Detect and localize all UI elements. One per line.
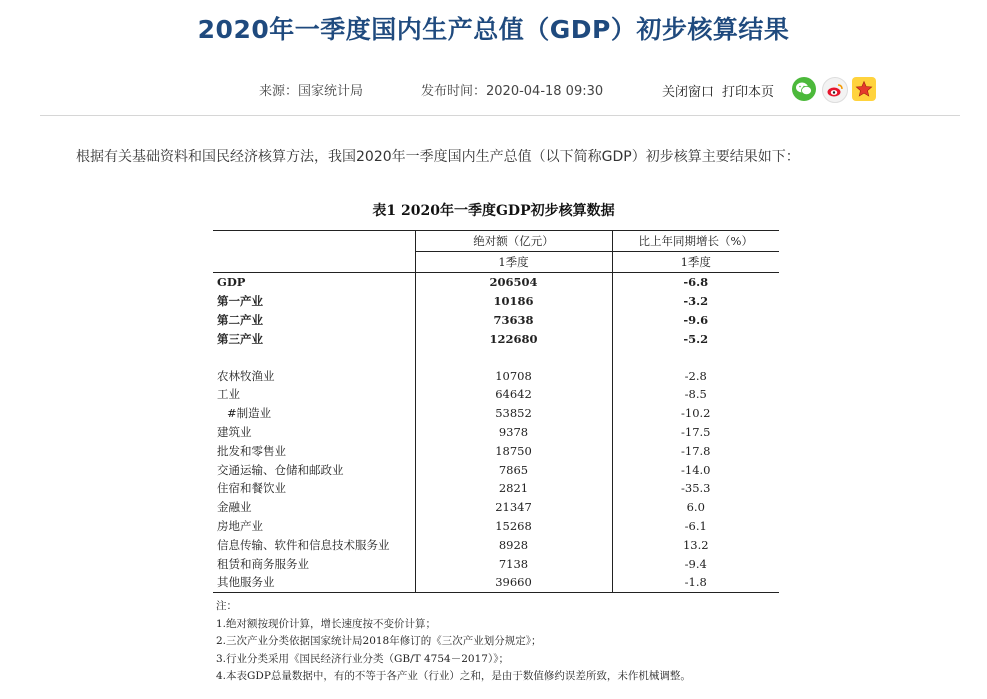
- table-spacer-row: [213, 348, 779, 366]
- header-absolute: 绝对额（亿元）: [415, 231, 612, 252]
- table-row: 住宿和餐饮业 2821 -35.3: [213, 479, 779, 498]
- note-line: 2.三次产业分类依据国家统计局2018年修订的《三次产业划分规定》；: [216, 635, 542, 647]
- table-row: 信息传输、软件和信息技术服务业 8928 13.2: [213, 535, 779, 554]
- table-row: 农林牧渔业 10708 -2.8: [213, 366, 779, 385]
- table-row: 金融业 21347 6.0: [213, 498, 779, 517]
- note-heading: 注：: [216, 600, 237, 612]
- note-line: 1.绝对额按现价计算，增长速度按不变价计算；: [216, 617, 437, 630]
- table-row: 房地产业 15268 -6.1: [213, 517, 779, 536]
- note-line: 4.本表GDP总量数据中，有的不等于各产业（行业）之和，是由于数值修约误差所致，未作机械调整。: [216, 670, 691, 682]
- intro-paragraph: 根据有关基础资料和国民经济核算方法，我国2020年一季度国内生产总值（以下简称GDP）初步核算主要结果如下：: [76, 149, 800, 165]
- table-row: 第二产业 73638 -9.6: [213, 311, 779, 330]
- table-row: 建筑业 9378 -17.5: [213, 423, 779, 442]
- note-line: 3.行业分类采用《国民经济行业分类（GB/T 4754－2017）》；: [216, 652, 509, 665]
- publish-time: 发布时间：2020-04-18 09:30: [421, 84, 604, 99]
- star-icon[interactable]: [852, 77, 876, 101]
- table-row: 其他服务业 39660 -1.8: [213, 573, 779, 592]
- table-notes: [216, 598, 691, 686]
- table-row: GDP 206504 -6.8: [213, 273, 779, 292]
- table-row: 批发和零售业 18750 -17.8: [213, 441, 779, 460]
- table-row: 工业 64642 -8.5: [213, 385, 779, 404]
- wechat-icon[interactable]: [792, 77, 816, 101]
- table-row: 交通运输、仓储和邮政业 7865 -14.0: [213, 460, 779, 479]
- gdp-table: [213, 230, 779, 593]
- page-title: 2020年一季度国内生产总值（GDP）初步核算结果: [197, 15, 790, 44]
- print-page-link[interactable]: 打印本页: [722, 85, 775, 100]
- subheader-absolute: 1季度: [415, 252, 612, 273]
- close-window-link[interactable]: 关闭窗口: [662, 85, 715, 100]
- header-growth: 比上年同期增长（%）: [612, 231, 779, 252]
- table-row: 第三产业 122680 -5.2: [213, 329, 779, 348]
- source-label: 来源：国家统计局: [259, 84, 364, 99]
- weibo-icon[interactable]: [822, 77, 848, 103]
- table-title: 表1 2020年一季度GDP初步核算数据: [372, 203, 615, 219]
- table-row: 租赁和商务服务业 7138 -9.4: [213, 554, 779, 573]
- table-row: #制造业 53852 -10.2: [213, 404, 779, 423]
- table-row: 第一产业 10186 -3.2: [213, 292, 779, 311]
- subheader-growth: 1季度: [612, 252, 779, 273]
- header-divider: [40, 115, 960, 116]
